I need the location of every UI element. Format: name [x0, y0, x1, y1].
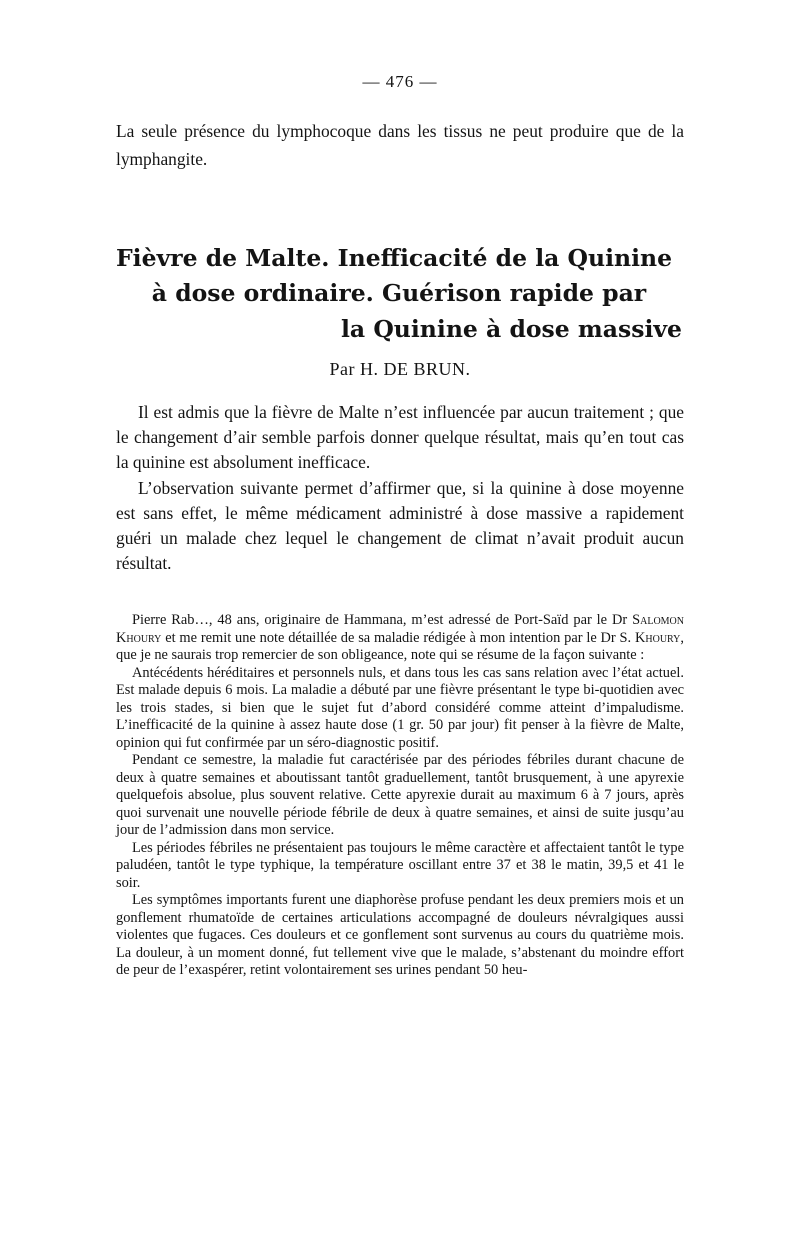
article-body — [116, 400, 684, 576]
article-title-line-1: Fièvre de Malte. Inefficacité de la Quinine — [116, 244, 673, 272]
case-paragraph-3: Pendant ce semestre, la maladie fut caractérisée par des périodes fébriles durant chacune de deux à quatre semaines et aboutissant tantôt graduellement, tantôt brusquement, à une apyrexie quelquefois absolue, plus souvent relative. Cette apyrexie durait au maximum 6 à 7 jours, après quoi survenait une nouvelle période fébrile de deux à quatre semaines, et ainsi de suite jusqu’au jour de l’admission dans mon service. — [116, 752, 684, 838]
intro-paragraph: La seule présence du lymphocoque dans les tissus ne peut produire que de la lymphangite. — [116, 121, 684, 169]
article-title-line-2: à dose ordinaire. Guérison rapide par — [151, 279, 647, 307]
case-paragraph-4: Les périodes fébriles ne présentaient pas toujours le même caractère et affectaient tantôt le type paludéen, tantôt le type typhique, la température oscillant entre 37 et 38 le matin, 39,5 et 41 le soir. — [116, 839, 684, 891]
doctor-name-full: Salomon Khoury — [116, 612, 684, 646]
case-text-b: et me remit une note détaillée de sa maladie rédigée à mon intention par le Dr S. — [161, 629, 635, 646]
page-number: — 476 — — [362, 72, 438, 91]
case-text-a: Pierre Rab…, 48 ans, originaire de Hammana, m’est adressé de Port-Saïd par le Dr — [132, 612, 633, 628]
body-paragraph-2: L’observation suivante permet d’affirmer que, si la quinine à dose moyenne est sans effet, le même médicament administré à dose massive a rapidement guéri un malade chez lequel le changement de climat n’avait produit aucun résultat. — [116, 477, 684, 574]
case-paragraph-1 — [116, 612, 684, 665]
case-report — [116, 612, 684, 980]
body-paragraph-1: Il est admis que la fièvre de Malte n’est influencée par aucun traitement ; que le changement d’air semble parfois donner quelque résultat, mais qu’en tout cas la quinine est absolument inefficace. — [116, 402, 684, 473]
case-paragraph-5: Les symptômes importants furent une diaphorèse profuse pendant les deux premiers mois et un gonflement rhumatoïde de certaines articulations accompagné de douleurs névralgiques aussi violentes que fugaces. Ces douleurs et ce gonflement sont survenus au cours du quatrième mois. La douleur, à un moment donné, fut tellement vive que le malade, s’abstenant du moindre effort de peur de l’exaspérer, retint volontairement ses urines pendant 50 heu- — [116, 892, 684, 978]
doctor-name-short: Khoury — [634, 629, 681, 646]
case-text-c: , que je ne saurais trop remercier de son obligeance, note qui se résume de la façon suivante : — [116, 629, 684, 663]
author-byline: Par H. DE BRUN. — [329, 359, 471, 379]
article-title-line-3: la Quinine à dose massive — [340, 315, 682, 343]
case-paragraph-2: Antécédents héréditaires et personnels nuls, et dans tous les cas sans relation avec l’état actuel. Est malade depuis 6 mois. La maladie a débuté par une fièvre présentant le type bi-quotidien avec les trois stades, si bien que le sujet fut d’abord considéré comme atteint d’impaludisme. L’inefficacité de la quinine à assez haute dose (1 gr. 50 par jour) fit penser à la fièvre de Malte, opinion qui fut confirmée par un séro-diagnostic positif. — [116, 664, 684, 751]
